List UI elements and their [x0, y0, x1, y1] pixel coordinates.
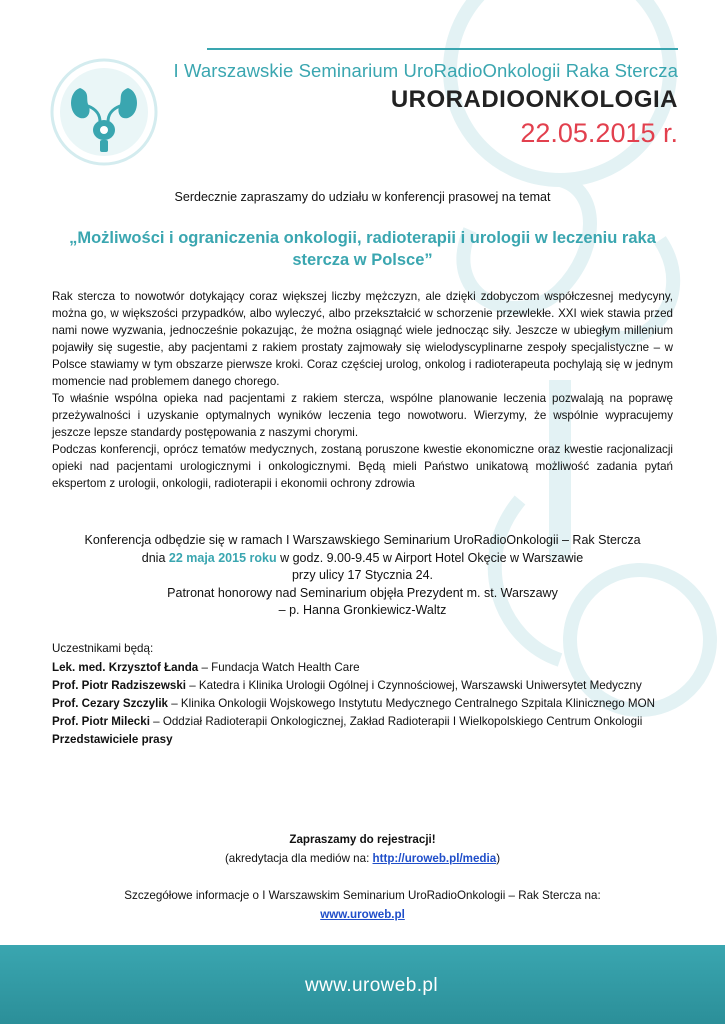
list-item [52, 659, 673, 677]
participant-affiliation: – Klinika Onkologii Wojskowego Instytutu Medycznego Centralnego Szpitala Klinicznego MON [168, 697, 655, 710]
seminar-title: I Warszawskie Seminarium UroRadioOnkologii Raka Stercza [173, 60, 678, 81]
list-item [52, 731, 673, 749]
registration-heading: Zapraszamy do rejestracji! [289, 833, 436, 846]
more-info-text: Szczegółowe informacje o I Warszawskim Seminarium UroRadioOnkologii – Rak Stercza na: [124, 889, 601, 902]
conference-date-highlight: 22 maja 2015 roku [168, 550, 277, 565]
brand-title: URORADIOONKOLOGIA [390, 86, 678, 113]
body-text [52, 288, 673, 492]
participant-name: Prof. Piotr Radziszewski [52, 679, 187, 692]
participants-intro: Uczestnikami będą: [52, 642, 154, 655]
accreditation-post: ) [496, 852, 501, 865]
invite-text: Serdecznie zapraszamy do udziału w konferencji prasowej na temat [174, 190, 551, 204]
kidney-logo-icon [50, 58, 158, 166]
body-paragraph: Rak stercza to nowotwór dotykający coraz większej liczby mężczyzn, ale dzięki zdobyczom współczesnej medycyny, można go, w większości przypadków, albo wyleczyć, albo przekształcić w schorzenie przewlekłe. XXI wiek stawia przed nami nowe wyzwania, jednocześnie pokazując, że można osiągnąć wiele jednocząc siły. Jeszcze w ubiegłym millenium pojawiły się sugestie, aby pacjentami z rakiem prostaty zajmowały się wielodyscyplinarne zespoły specjalistyczne – w Polsce stawiamy w tym obszarze pierwsze kroki. Coraz częściej urolog, onkolog i radioterapeuta pochylają się w jednym momencie nad problemem danego chorego. [52, 290, 673, 388]
conference-patronage: Patronat honorowy nad Seminarium objęła Prezydent m. st. Warszawy [167, 585, 558, 600]
conference-date-pre: dnia [141, 550, 169, 565]
body-paragraph: To właśnie wspólna opieka nad pacjentami z rakiem stercza, wspólne planowanie leczenia pozwalają na poprawę przeżywalności i uzyskanie optymalnych wyników leczenia tego nowotworu. Wierzymy, że wspólnie wypracujemy jeszcze lepsze standardy postępowania z naszymi chorymi. [52, 392, 673, 439]
website-link[interactable]: www.uroweb.pl [320, 908, 405, 921]
registration-section [52, 830, 673, 868]
participant-name: Prof. Cezary Szczylik [52, 697, 168, 710]
conference-date-post: w godz. 9.00-9.45 w Airport Hotel Okęcie w Warszawie [276, 550, 584, 565]
accreditation-pre: (akredytacja dla mediów na: [224, 852, 373, 865]
participant-name: Przedstawiciele prasy [52, 733, 173, 746]
participant-affiliation: – Fundacja Watch Health Care [198, 661, 360, 674]
conference-line: Konferencja odbędzie się w ramach I Warszawskiego Seminarium UroRadioOnkologii – Rak Stercza [84, 533, 641, 547]
conference-info [52, 532, 673, 620]
list-item [52, 677, 673, 695]
list-item [52, 695, 673, 713]
event-date: 22.05.2015 r. [520, 118, 678, 148]
conference-date-line [52, 550, 673, 568]
footer-url: www.uroweb.pl [305, 975, 438, 996]
participant-affiliation: – Katedra i Klinika Urologii Ogólnej i Czynnościowej, Warszawski Uniwersytet Medyczny [186, 679, 642, 692]
press-topic-title: „Możliwości i ograniczenia onkologii, radioterapii i urologii w leczeniu raka stercza w Polsce” [69, 229, 656, 269]
participant-affiliation: – Oddział Radioterapii Onkologicznej, Zakład Radioterapii I Wielkopolskiego Centrum Onkologii [149, 715, 643, 728]
participant-name: Lek. med. Krzysztof Łanda [52, 661, 199, 674]
conference-address: przy ulicy 17 Stycznia 24. [291, 568, 434, 582]
accreditation-line [52, 849, 673, 868]
header-rule [207, 48, 678, 50]
list-item [52, 713, 673, 731]
footer-banner [0, 945, 725, 1024]
participant-name: Prof. Piotr Milecki [52, 715, 150, 728]
body-paragraph: Podczas konferencji, oprócz tematów medycznych, zostaną poruszone kwestie ekonomiczne oraz kwestie racjonalizacji opieki nad pacjentami urologicznymi i onkologicznymi. Będą mieli Państwo unikatową możliwość zadania pytań ekspertom z urologii, onkologii, radioterapii i ekonomii ochrony zdrowia [52, 443, 673, 490]
more-info-section [52, 886, 673, 924]
conference-patron-name: – p. Hanna Gronkiewicz-Waltz [278, 603, 447, 617]
accreditation-link[interactable]: http://uroweb.pl/media [372, 852, 497, 865]
participants-list [52, 640, 673, 749]
